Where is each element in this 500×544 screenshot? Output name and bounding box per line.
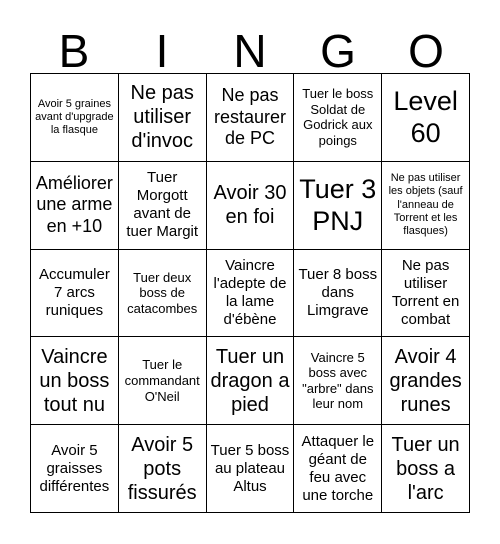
bingo-cell-i4[interactable]: Tuer le commandant O'Neil xyxy=(119,337,207,425)
bingo-cell-o2[interactable]: Ne pas utiliser les objets (sauf l'anneau de Torrent et les flasques) xyxy=(382,162,470,250)
bingo-cell-i1[interactable]: Ne pas utiliser d'invoc xyxy=(119,74,207,162)
bingo-cell-o1[interactable]: Level 60 xyxy=(382,74,470,162)
header-letter-i: I xyxy=(155,25,169,77)
bingo-cell-n2[interactable]: Avoir 30 en foi xyxy=(207,162,295,250)
bingo-cell-b4[interactable]: Vaincre un boss tout nu xyxy=(31,337,119,425)
bingo-board xyxy=(30,73,470,513)
bingo-cell-o3[interactable]: Ne pas utiliser Torrent en combat xyxy=(382,250,470,338)
header-letter-o: O xyxy=(408,25,444,77)
bingo-cell-g5[interactable]: Attaquer le géant de feu avec une torche xyxy=(294,425,382,513)
bingo-cell-g2[interactable]: Tuer 3 PNJ xyxy=(294,162,382,250)
bingo-cell-n3[interactable]: Vaincre l'adepte de la lame d'ébène xyxy=(207,250,295,338)
bingo-cell-i3[interactable]: Tuer deux boss de catacombes xyxy=(119,250,207,338)
header-letter-b: B xyxy=(58,25,90,77)
bingo-cell-n4[interactable]: Tuer un dragon a pied xyxy=(207,337,295,425)
bingo-header xyxy=(30,22,470,80)
bingo-cell-o4[interactable]: Avoir 4 grandes runes xyxy=(382,337,470,425)
bingo-cell-b3[interactable]: Accumuler 7 arcs runiques xyxy=(31,250,119,338)
header-letter-g: G xyxy=(320,25,356,77)
bingo-cell-b5[interactable]: Avoir 5 graisses différentes xyxy=(31,425,119,513)
bingo-cell-i5[interactable]: Avoir 5 pots fissurés xyxy=(119,425,207,513)
bingo-cell-g1[interactable]: Tuer le boss Soldat de Godrick aux poings xyxy=(294,74,382,162)
bingo-cell-n1[interactable]: Ne pas restaurer de PC xyxy=(207,74,295,162)
bingo-cell-o5[interactable]: Tuer un boss a l'arc xyxy=(382,425,470,513)
bingo-cell-g4[interactable]: Vaincre 5 boss avec "arbre" dans leur nom xyxy=(294,337,382,425)
header-letter-n: N xyxy=(233,25,267,77)
bingo-cell-b1[interactable]: Avoir 5 graines avant d'upgrade la flasque xyxy=(31,74,119,162)
bingo-cell-b2[interactable]: Améliorer une arme en +10 xyxy=(31,162,119,250)
bingo-cell-g3[interactable]: Tuer 8 boss dans Limgrave xyxy=(294,250,382,338)
bingo-cell-n5[interactable]: Tuer 5 boss au plateau Altus xyxy=(207,425,295,513)
bingo-cell-i2[interactable]: Tuer Morgott avant de tuer Margit xyxy=(119,162,207,250)
